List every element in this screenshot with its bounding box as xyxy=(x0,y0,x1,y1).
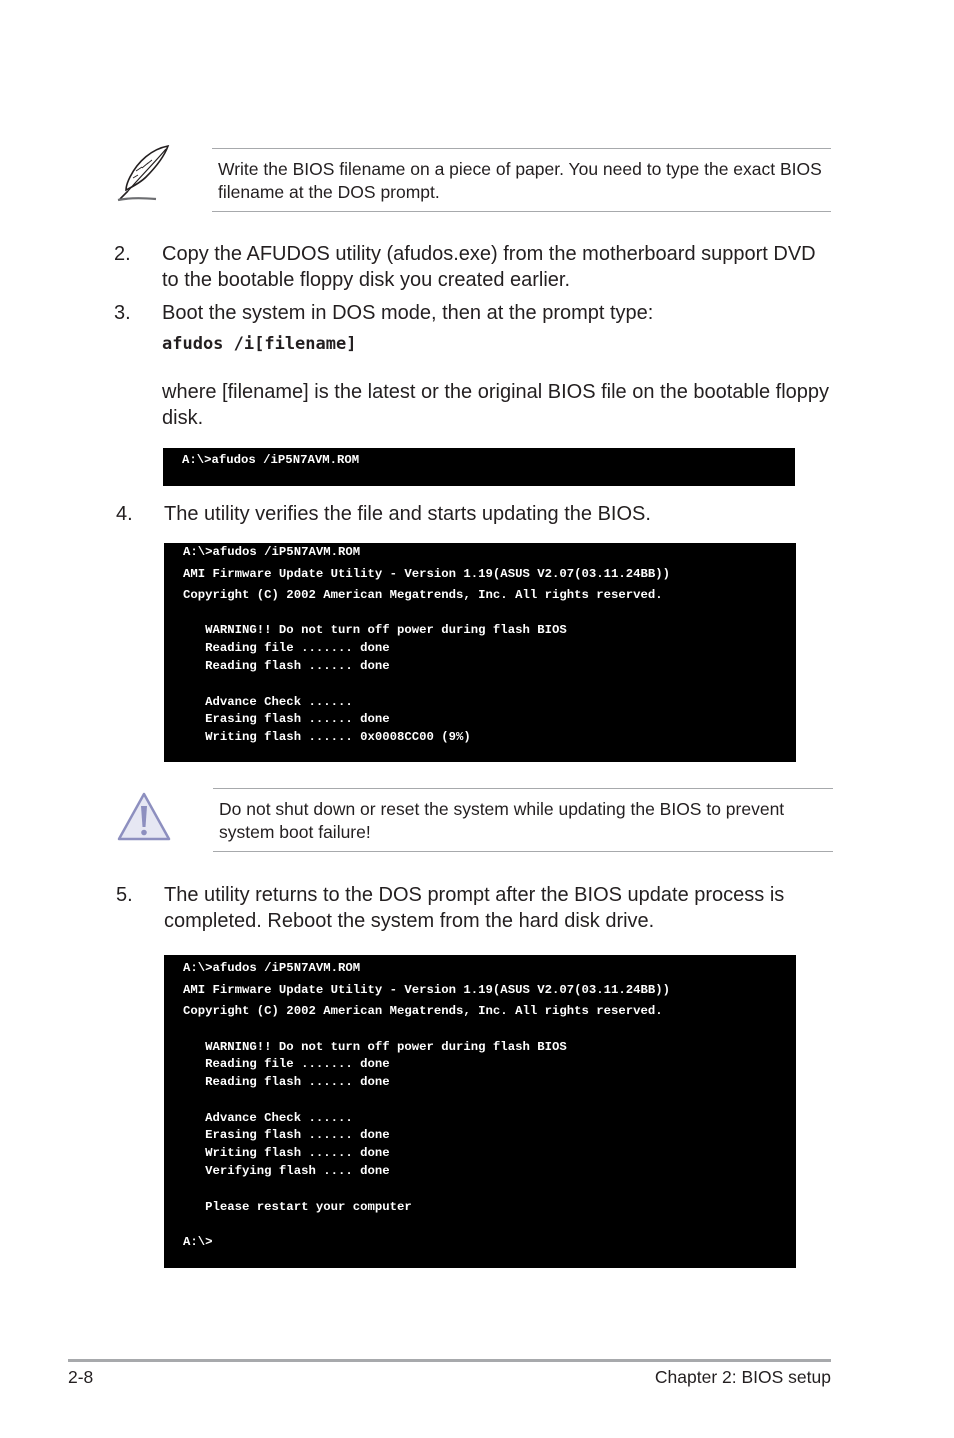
note-top-text: Write the BIOS filename on a piece of paper. You need to type the exact BIOS filename at the DOS prompt. xyxy=(218,159,822,202)
terminal-line: Writing flash ...... 0x0008CC00 (9%) xyxy=(183,730,471,744)
terminal-line: Reading flash ...... done xyxy=(183,659,390,673)
terminal-line: Reading file ....... done xyxy=(183,641,390,655)
note-warning xyxy=(213,788,833,852)
terminal-line: Please restart your computer xyxy=(183,1200,412,1214)
terminal-line: A:\>afudos /iP5N7AVM.ROM xyxy=(183,961,361,975)
step-3-text: Boot the system in DOS mode, then at the prompt type: xyxy=(162,302,654,324)
warning-triangle-icon xyxy=(116,791,172,843)
terminal-line: Reading flash ...... done xyxy=(183,1075,390,1089)
terminal-line: AMI Firmware Update Utility - Version 1.19(ASUS V2.07(03.11.24BB)) xyxy=(183,983,671,997)
terminal-line: WARNING!! Do not turn off power during flash BIOS xyxy=(183,1040,567,1054)
terminal-command xyxy=(163,448,795,486)
terminal-line: Verifying flash .... done xyxy=(183,1164,390,1178)
note-top xyxy=(212,148,831,212)
step-5-text: The utility returns to the DOS prompt after the BIOS update process is completed. Reboot the system from the hard disk drive. xyxy=(164,884,785,932)
terminal-line: A:\>afudos /iP5N7AVM.ROM xyxy=(183,545,361,559)
terminal-line: Writing flash ...... done xyxy=(183,1146,390,1160)
page-number: 2-8 xyxy=(68,1367,94,1387)
terminal-line: Erasing flash ...... done xyxy=(183,712,390,726)
terminal-line: A:\>afudos /iP5N7AVM.ROM xyxy=(182,453,360,467)
step-4-number: 4. xyxy=(116,503,133,525)
step-2-number: 2. xyxy=(114,243,131,265)
terminal-line: WARNING!! Do not turn off power during flash BIOS xyxy=(183,623,567,637)
terminal-line: Advance Check ...... xyxy=(183,695,353,709)
step-3-number: 3. xyxy=(114,302,131,324)
note-warning-text: Do not shut down or reset the system while updating the BIOS to prevent system boot failure! xyxy=(219,799,785,842)
footer-rule xyxy=(68,1359,831,1362)
step-4-text: The utility verifies the file and starts updating the BIOS. xyxy=(164,503,651,525)
terminal-line: Copyright (C) 2002 American Megatrends, Inc. All rights reserved. xyxy=(183,1004,663,1018)
chapter-title: Chapter 2: BIOS setup xyxy=(654,1367,831,1387)
step-5-number: 5. xyxy=(116,884,133,906)
terminal-line: Reading file ....... done xyxy=(183,1057,390,1071)
step-3-command: afudos /i[filename] xyxy=(162,334,357,354)
terminal-line: Advance Check ...... xyxy=(183,1111,353,1125)
terminal-line: Erasing flash ...... done xyxy=(183,1128,390,1142)
terminal-line: Copyright (C) 2002 American Megatrends, Inc. All rights reserved. xyxy=(183,588,663,602)
feather-pen-icon xyxy=(112,143,174,203)
step-3-after: where [filename] is the latest or the original BIOS file on the bootable floppy disk. xyxy=(162,381,830,429)
terminal-line: AMI Firmware Update Utility - Version 1.19(ASUS V2.07(03.11.24BB)) xyxy=(183,567,671,581)
terminal-complete xyxy=(164,955,796,1268)
terminal-progress xyxy=(164,543,796,762)
step-2-text: Copy the AFUDOS utility (afudos.exe) from the motherboard support DVD to the bootable floppy disk you created earlier. xyxy=(162,243,816,291)
terminal-line: A:\> xyxy=(183,1235,213,1249)
